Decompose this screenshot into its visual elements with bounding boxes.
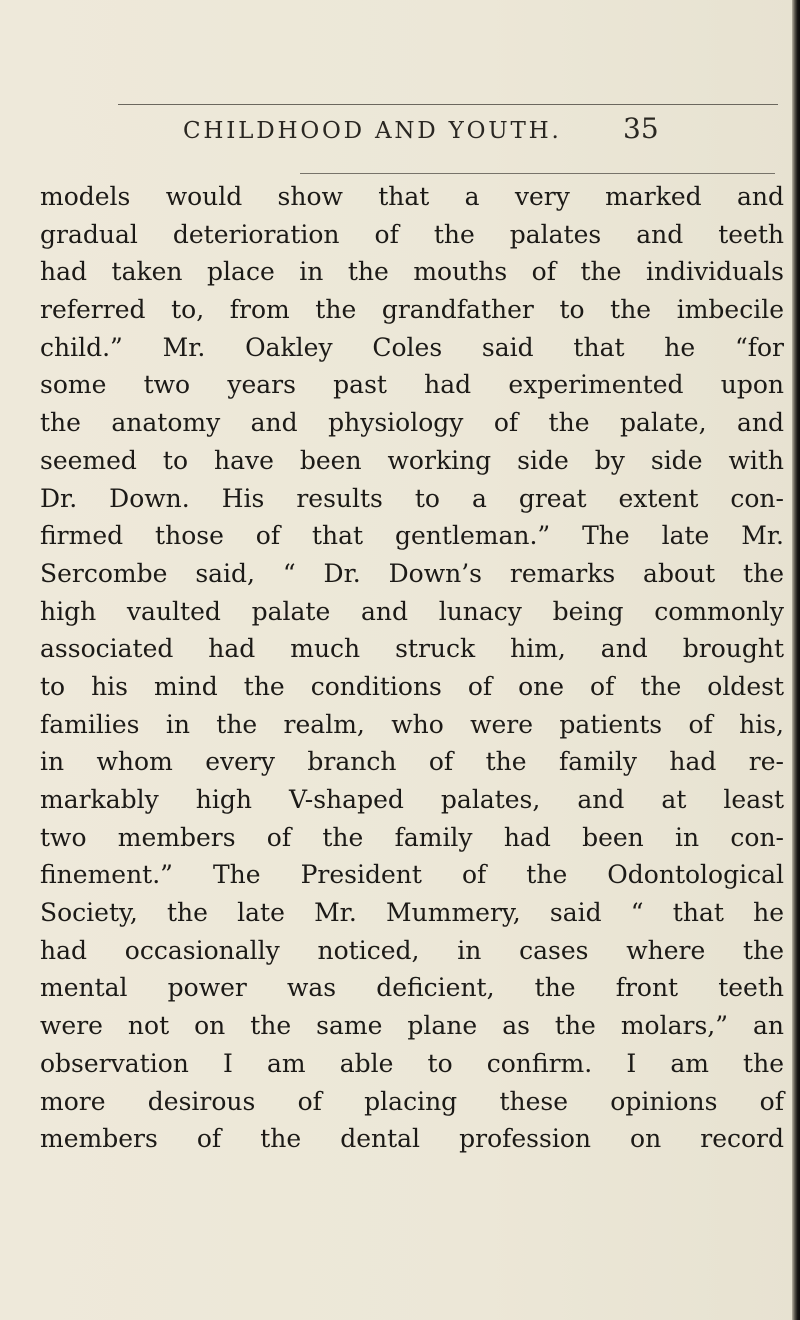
text-line: mental power was deficient, the front teeth xyxy=(40,973,784,1003)
text-line: seemed to have been working side by side with xyxy=(40,445,784,475)
text-line: Society, the late Mr. Mummery, said “ that he xyxy=(40,898,784,928)
text-line: to his mind the conditions of one of the oldest xyxy=(40,671,784,701)
page-number: 35 xyxy=(623,112,659,145)
text-line: associated had much struck him, and brought xyxy=(40,634,784,664)
top-rule xyxy=(118,104,778,105)
text-line: were not on the same plane as the molars,” an xyxy=(40,1011,784,1041)
text-line: had occasionally noticed, in cases where the xyxy=(40,935,784,965)
text-line: Sercombe said, “ Dr. Down’s remarks about the xyxy=(40,558,784,588)
text-line: in whom every branch of the family had re- xyxy=(40,747,784,777)
text-line: more desirous of placing these opinions of xyxy=(40,1086,784,1116)
text-line: two members of the family had been in con- xyxy=(40,822,784,852)
text-line: finement.” The President of the Odontological xyxy=(40,860,784,890)
text-line: Dr. Down. His results to a great extent con- xyxy=(40,483,784,513)
page-edge-shadow xyxy=(792,0,800,1320)
text-line: families in the realm, who were patients of his, xyxy=(40,709,784,739)
text-line: child.” Mr. Oakley Coles said that he “for xyxy=(40,332,784,362)
text-line: observation I am able to confirm. I am the xyxy=(40,1048,784,1078)
text-line: models would show that a very marked and xyxy=(40,182,784,211)
text-line: firmed those of that gentleman.” The late Mr. xyxy=(40,521,784,551)
text-line: some two years past had experimented upon xyxy=(40,370,784,400)
text-line: gradual deterioration of the palates and teeth xyxy=(40,219,784,249)
text-line: referred to, from the grandfather to the imbecile xyxy=(40,295,784,325)
text-line: high vaulted palate and lunacy being commonly xyxy=(40,596,784,626)
text-line: markably high V-shaped palates, and at least xyxy=(40,785,784,814)
text-line: the anatomy and physiology of the palate, and xyxy=(40,408,784,438)
body-text xyxy=(40,178,784,1158)
running-title: CHILDHOOD AND YOUTH. xyxy=(183,118,562,144)
header-rule xyxy=(300,173,775,174)
page-header xyxy=(40,112,785,156)
text-line: members of the dental profession on record xyxy=(40,1124,784,1154)
text-line: had taken place in the mouths of the individuals xyxy=(40,257,784,287)
